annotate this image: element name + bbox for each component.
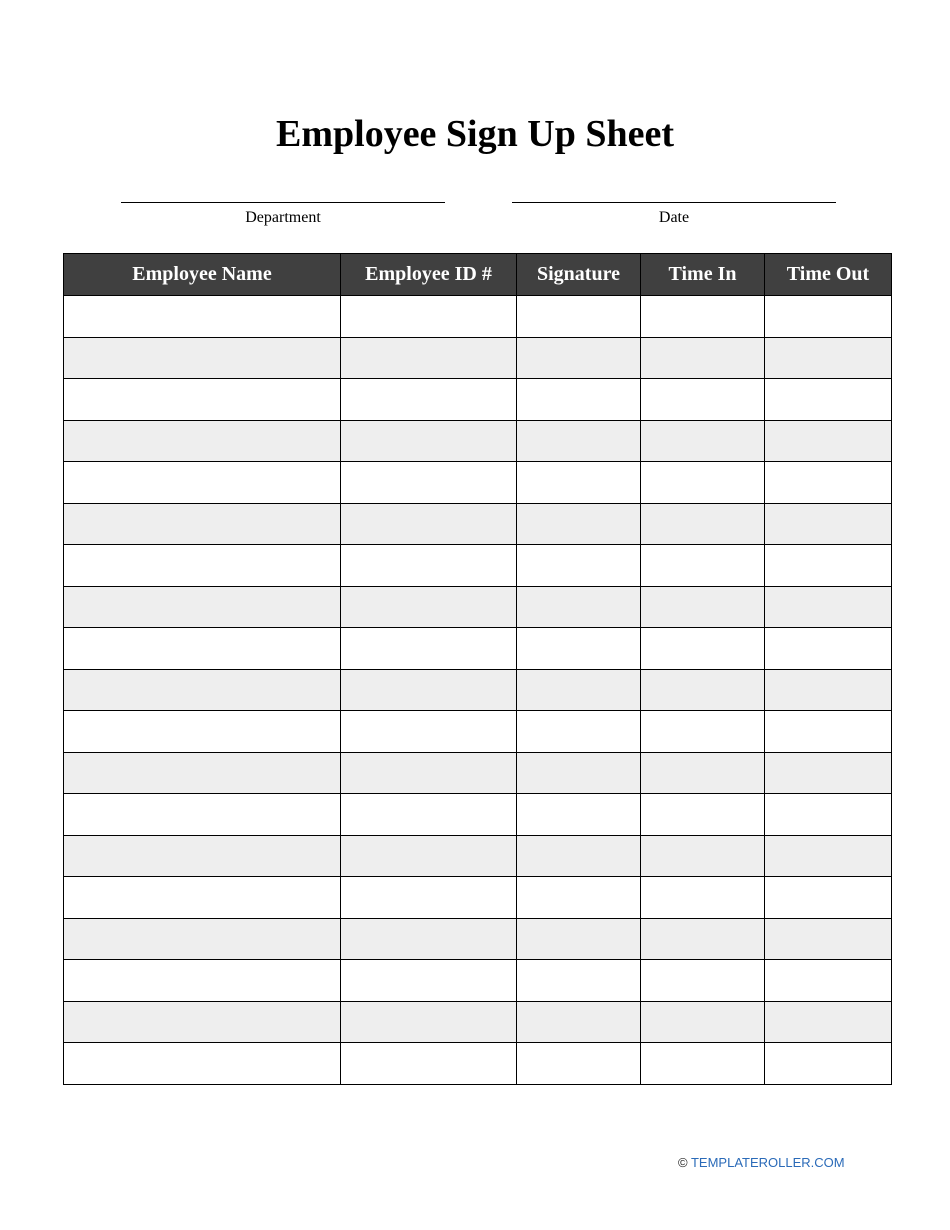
column-header-employee-id: Employee ID #	[341, 254, 517, 296]
time-in-cell[interactable]	[641, 669, 765, 711]
employee-id-cell[interactable]	[341, 628, 517, 670]
signature-cell[interactable]	[517, 1043, 641, 1085]
employee-name-cell[interactable]	[64, 877, 341, 919]
employee-name-cell[interactable]	[64, 337, 341, 379]
table-row	[64, 835, 892, 877]
time-in-cell[interactable]	[641, 960, 765, 1002]
employee-name-cell[interactable]	[64, 628, 341, 670]
employee-id-cell[interactable]	[341, 711, 517, 753]
signature-cell[interactable]	[517, 503, 641, 545]
time-out-cell[interactable]	[765, 960, 892, 1002]
signature-cell[interactable]	[517, 669, 641, 711]
employee-id-cell[interactable]	[341, 420, 517, 462]
employee-name-cell[interactable]	[64, 960, 341, 1002]
table-row	[64, 794, 892, 836]
table-row	[64, 337, 892, 379]
copyright-symbol: ©	[678, 1155, 688, 1170]
employee-name-cell[interactable]	[64, 794, 341, 836]
table-row	[64, 752, 892, 794]
time-out-cell[interactable]	[765, 877, 892, 919]
column-header-signature: Signature	[517, 254, 641, 296]
signature-cell[interactable]	[517, 1001, 641, 1043]
employee-id-cell[interactable]	[341, 337, 517, 379]
employee-id-cell[interactable]	[341, 545, 517, 587]
signature-cell[interactable]	[517, 877, 641, 919]
employee-name-cell[interactable]	[64, 379, 341, 421]
employee-id-cell[interactable]	[341, 503, 517, 545]
time-in-cell[interactable]	[641, 462, 765, 504]
employee-id-cell[interactable]	[341, 296, 517, 338]
time-out-cell[interactable]	[765, 296, 892, 338]
department-label: Department	[245, 209, 321, 226]
employee-name-cell[interactable]	[64, 669, 341, 711]
employee-id-cell[interactable]	[341, 462, 517, 504]
table-row	[64, 960, 892, 1002]
time-in-cell[interactable]	[641, 379, 765, 421]
signature-cell[interactable]	[517, 420, 641, 462]
time-in-cell[interactable]	[641, 545, 765, 587]
time-in-cell[interactable]	[641, 711, 765, 753]
time-in-cell[interactable]	[641, 296, 765, 338]
employee-id-cell[interactable]	[341, 960, 517, 1002]
time-in-cell[interactable]	[641, 918, 765, 960]
time-out-cell[interactable]	[765, 337, 892, 379]
date-field	[512, 184, 836, 229]
time-out-cell[interactable]	[765, 918, 892, 960]
employee-name-cell[interactable]	[64, 918, 341, 960]
signature-cell[interactable]	[517, 960, 641, 1002]
employee-name-cell[interactable]	[64, 711, 341, 753]
employee-id-cell[interactable]	[341, 669, 517, 711]
table-row	[64, 1001, 892, 1043]
time-in-cell[interactable]	[641, 794, 765, 836]
employee-id-cell[interactable]	[341, 586, 517, 628]
time-out-cell[interactable]	[765, 379, 892, 421]
employee-id-cell[interactable]	[341, 918, 517, 960]
templateroller-link[interactable]: TEMPLATEROLLER.COM	[690, 1155, 845, 1170]
signature-cell[interactable]	[517, 835, 641, 877]
employee-id-cell[interactable]	[341, 1001, 517, 1043]
table-row	[64, 545, 892, 587]
employee-id-cell[interactable]	[341, 379, 517, 421]
employee-id-cell[interactable]	[341, 752, 517, 794]
signature-cell[interactable]	[517, 296, 641, 338]
time-in-cell[interactable]	[641, 420, 765, 462]
signature-cell[interactable]	[517, 586, 641, 628]
employee-id-cell[interactable]	[341, 794, 517, 836]
signature-cell[interactable]	[517, 794, 641, 836]
employee-name-cell[interactable]	[64, 1043, 341, 1085]
time-in-cell[interactable]	[641, 628, 765, 670]
time-out-cell[interactable]	[765, 835, 892, 877]
time-out-cell[interactable]	[765, 462, 892, 504]
signature-cell[interactable]	[517, 545, 641, 587]
page-title: Employee Sign Up Sheet	[276, 113, 674, 155]
table-row	[64, 379, 892, 421]
time-in-cell[interactable]	[641, 877, 765, 919]
employee-name-cell[interactable]	[64, 296, 341, 338]
table-row	[64, 462, 892, 504]
time-out-cell[interactable]	[765, 669, 892, 711]
signature-cell[interactable]	[517, 752, 641, 794]
column-header-time-out: Time Out	[765, 254, 892, 296]
time-in-cell[interactable]	[641, 503, 765, 545]
employee-name-cell[interactable]	[64, 752, 341, 794]
table-row	[64, 669, 892, 711]
time-in-cell[interactable]	[641, 586, 765, 628]
date-label: Date	[658, 209, 690, 226]
time-out-cell[interactable]	[765, 503, 892, 545]
signature-cell[interactable]	[517, 337, 641, 379]
employee-name-cell[interactable]	[64, 462, 341, 504]
time-out-cell[interactable]	[765, 1001, 892, 1043]
time-out-cell[interactable]	[765, 1043, 892, 1085]
sign-up-table	[63, 253, 892, 1085]
table-row	[64, 877, 892, 919]
table-row	[64, 296, 892, 338]
employee-name-cell[interactable]	[64, 1001, 341, 1043]
time-out-cell[interactable]	[765, 420, 892, 462]
employee-name-cell[interactable]	[64, 586, 341, 628]
signature-cell[interactable]	[517, 379, 641, 421]
time-in-cell[interactable]	[641, 1043, 765, 1085]
time-out-cell[interactable]	[765, 752, 892, 794]
table-row	[64, 586, 892, 628]
employee-name-cell[interactable]	[64, 503, 341, 545]
table-row	[64, 711, 892, 753]
column-header-time-in: Time In	[641, 254, 765, 296]
employee-id-cell[interactable]	[341, 835, 517, 877]
time-out-cell[interactable]	[765, 711, 892, 753]
time-out-cell[interactable]	[765, 586, 892, 628]
employee-name-cell[interactable]	[64, 835, 341, 877]
employee-id-cell[interactable]	[341, 877, 517, 919]
table-header-row	[64, 254, 892, 296]
footer-credit	[678, 1154, 845, 1172]
time-in-cell[interactable]	[641, 752, 765, 794]
table-row	[64, 503, 892, 545]
time-in-cell[interactable]	[641, 835, 765, 877]
department-field	[121, 184, 445, 229]
column-header-employee-name: Employee Name	[64, 254, 341, 296]
date-line[interactable]	[512, 184, 836, 203]
time-out-cell[interactable]	[765, 794, 892, 836]
employee-name-cell[interactable]	[64, 545, 341, 587]
time-out-cell[interactable]	[765, 545, 892, 587]
table-body	[64, 296, 892, 1085]
signature-cell[interactable]	[517, 628, 641, 670]
employee-name-cell[interactable]	[64, 420, 341, 462]
signature-cell[interactable]	[517, 918, 641, 960]
table-row	[64, 1043, 892, 1085]
signature-cell[interactable]	[517, 462, 641, 504]
table-row	[64, 918, 892, 960]
time-in-cell[interactable]	[641, 337, 765, 379]
employee-id-cell[interactable]	[341, 1043, 517, 1085]
signature-cell[interactable]	[517, 711, 641, 753]
table-row	[64, 628, 892, 670]
time-out-cell[interactable]	[765, 628, 892, 670]
table-row	[64, 420, 892, 462]
time-in-cell[interactable]	[641, 1001, 765, 1043]
department-line[interactable]	[121, 184, 445, 203]
